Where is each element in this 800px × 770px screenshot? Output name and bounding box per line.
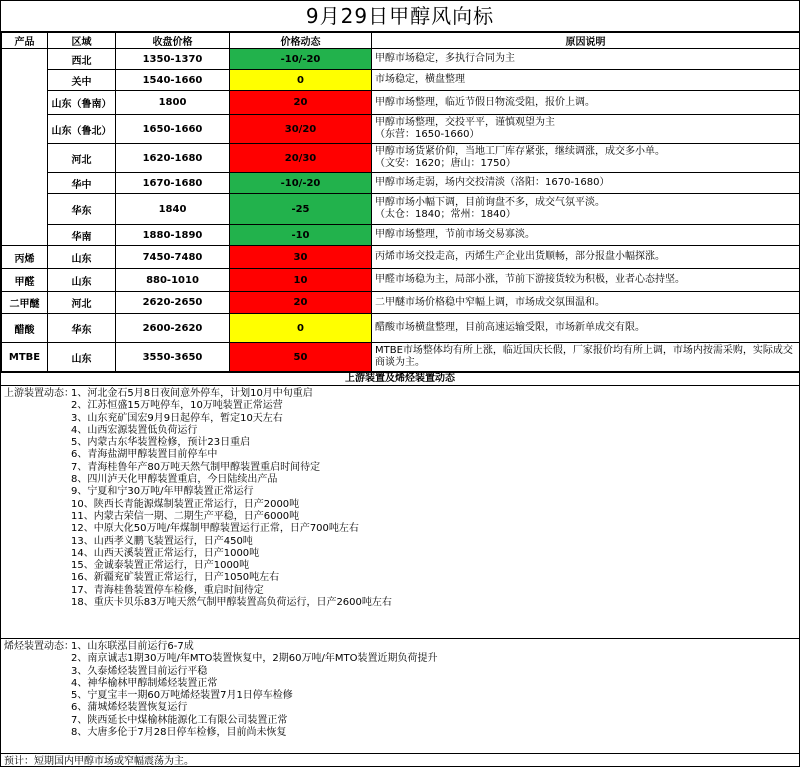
region-cell: 华东 xyxy=(48,194,116,225)
price-cell: 1840 xyxy=(116,194,230,225)
region-cell: 河北 xyxy=(48,144,116,173)
table-row xyxy=(2,173,800,194)
price-cell: 1650-1660 xyxy=(116,115,230,144)
reason-cell xyxy=(372,269,800,292)
price-cell: 880-1010 xyxy=(116,269,230,292)
list-text: 16、新疆兖矿装置正常运行，日产1050吨左右 xyxy=(71,572,280,584)
list-text: 8、大唐多伦于7月28日停车检修，目前尚未恢复 xyxy=(71,727,287,739)
reason-cell xyxy=(372,225,800,246)
list-item xyxy=(4,425,796,437)
list-text: 10、陕西长青能源煤制装置正常运行，日产2000吨 xyxy=(71,498,300,510)
trend-cell: -10/-20 xyxy=(230,49,372,70)
price-cell: 1670-1680 xyxy=(116,173,230,194)
reason-line: 甲醛市场稳为主，局部小涨，节前下游接货较为积极，业者心态持坚。 xyxy=(375,274,685,285)
price-cell: 1800 xyxy=(116,91,230,115)
list-item xyxy=(4,585,796,597)
table-row xyxy=(2,314,800,343)
reason-line: 甲醇市场整理，临近节假日物流受阻，报价上调。 xyxy=(375,96,595,108)
list-item xyxy=(4,400,796,412)
list-item xyxy=(4,653,796,665)
price-cell: 2620-2650 xyxy=(116,292,230,314)
price-cell: 3550-3650 xyxy=(116,343,230,372)
list-text: 14、山西天溪装置正常运行，日产1000吨 xyxy=(71,547,260,559)
list-text: 17、青海桂鲁装置停车检修，重启时间待定 xyxy=(71,584,264,596)
header-product: 产品 xyxy=(2,33,48,49)
trend-cell: 20 xyxy=(230,91,372,115)
trend-cell: 10 xyxy=(230,269,372,292)
price-cell: 1620-1680 xyxy=(116,144,230,173)
region-cell: 山东（鲁南） xyxy=(48,91,116,115)
list-text: 9、宁夏和宁30万吨/年甲醇装置正常运行 xyxy=(71,486,254,498)
reason-line: 醋酸市场横盘整理，目前高速运输受限，市场新单成交有限。 xyxy=(375,322,645,333)
list-label: 烯烃装置动态： xyxy=(4,641,74,652)
trend-cell: 0 xyxy=(230,314,372,343)
table-row xyxy=(2,49,800,70)
list-text: 6、蒲城烯烃装置恢复运行 xyxy=(71,702,188,714)
region-cell: 山东（鲁北） xyxy=(48,115,116,144)
product-cell xyxy=(2,49,48,246)
list-item xyxy=(4,702,796,714)
page-title: 9月29日甲醇风向标 xyxy=(1,1,799,32)
reason-line: 甲醇市场小幅下调，目前询盘不多，成交气氛平淡。 xyxy=(375,197,605,208)
list-item xyxy=(4,523,796,535)
list-item xyxy=(4,641,796,653)
list-item xyxy=(4,388,796,400)
list-text: 4、神华榆林甲醇制烯烃装置正常 xyxy=(71,677,218,689)
price-cell: 1350-1370 xyxy=(116,49,230,70)
reason-cell xyxy=(372,194,800,225)
list-item xyxy=(4,536,796,548)
reason-line: 甲醇市场走弱，场内交投清淡（洛阳：1670-1680） xyxy=(375,177,610,188)
list-item xyxy=(4,449,796,461)
product-cell: 二甲醚 xyxy=(2,292,48,314)
list-text: 3、山东兖矿国宏9月9日起停车，暂定10天左右 xyxy=(71,412,283,424)
list-text: 8、四川泸天化甲醇装置重启，今日陆续出产品 xyxy=(71,474,278,486)
trend-cell: 30/20 xyxy=(230,115,372,144)
price-table xyxy=(1,32,800,372)
header-price: 收盘价格 xyxy=(116,33,230,49)
list-item xyxy=(4,690,796,702)
reason-cell xyxy=(372,246,800,269)
price-cell: 1540-1660 xyxy=(116,70,230,91)
list-text: 7、陕西延长中煤榆林能源化工有限公司装置正常 xyxy=(71,714,288,726)
list-text: 3、久泰烯烃装置目前运行平稳 xyxy=(71,665,208,677)
product-cell: 醋酸 xyxy=(2,314,48,343)
trend-cell: -10 xyxy=(230,225,372,246)
product-cell: MTBE xyxy=(2,343,48,372)
reason-cell xyxy=(372,144,800,173)
reason-line: 甲醇市场货紧价仰，当地工厂库存紧张，继续调涨，成交多小单。 xyxy=(375,146,665,157)
list-text: 7、青海桂鲁年产80万吨天然气制甲醇装置重启时间待定 xyxy=(71,461,321,473)
table-row xyxy=(2,292,800,314)
list-text: 5、内蒙古东华装置检修，预计23日重启 xyxy=(71,437,251,449)
reason-line: （文安：1620；唐山：1750） xyxy=(375,158,516,169)
list-text: 2、南京诚志1期30万吨/年MTO装置恢复中，2期60万吨/年MTO装置近期负荷提升 xyxy=(71,653,438,665)
product-cell: 甲醛 xyxy=(2,269,48,292)
reason-line: 丙烯市场交投走高，丙烯生产企业出货顺畅，部分报盘小幅探涨。 xyxy=(375,251,665,262)
table-row xyxy=(2,194,800,225)
table-row xyxy=(2,115,800,144)
trend-cell: -10/-20 xyxy=(230,173,372,194)
list-text: 4、山西宏源装置低负荷运行 xyxy=(71,424,198,436)
list-item xyxy=(4,548,796,560)
list-item xyxy=(4,560,796,572)
reason-cell xyxy=(372,292,800,314)
trend-cell: 0 xyxy=(230,70,372,91)
region-cell: 华中 xyxy=(48,173,116,194)
table-header-row xyxy=(2,33,800,49)
list-item xyxy=(4,572,796,584)
price-cell: 7450-7480 xyxy=(116,246,230,269)
olefin-dynamics xyxy=(1,639,799,754)
reason-cell xyxy=(372,173,800,194)
table-row xyxy=(2,91,800,115)
list-item xyxy=(4,437,796,449)
reason-line: 甲醇市场整理，节前市场交易寡淡。 xyxy=(375,229,535,240)
region-cell: 山东 xyxy=(48,269,116,292)
table-row xyxy=(2,225,800,246)
list-text: 1、河北金石5月8日夜间意外停车，计划10月中旬重启 xyxy=(71,388,313,399)
region-cell: 山东 xyxy=(48,343,116,372)
reason-line: 市场稳定，横盘整理 xyxy=(375,74,465,85)
list-label: 上游装置动态： xyxy=(4,388,74,399)
list-text: 5、宁夏宝丰一期60万吨烯烃装置7月1日停车检修 xyxy=(71,690,293,702)
reason-cell xyxy=(372,70,800,91)
list-text: 18、重庆卡贝乐83万吨天然气制甲醇装置高负荷运行，日产2600吨左右 xyxy=(71,597,392,609)
trend-cell: 30 xyxy=(230,246,372,269)
forecast-text: 预计：短期国内甲醇市场或窄幅震荡为主。 xyxy=(4,756,194,767)
header-reason: 原因说明 xyxy=(372,33,800,49)
table-row xyxy=(2,269,800,292)
product-cell: 丙烯 xyxy=(2,246,48,269)
list-item xyxy=(4,499,796,511)
reason-line: 甲醇市场整理，交投平平，谨慎观望为主 xyxy=(375,117,555,128)
list-item xyxy=(4,474,796,486)
header-trend: 价格动态 xyxy=(230,33,372,49)
list-text: 2、江苏恒盛15万吨停车，10万吨装置正常运营 xyxy=(71,400,283,412)
region-cell: 山东 xyxy=(48,246,116,269)
reason-cell xyxy=(372,49,800,70)
list-item xyxy=(4,511,796,523)
table-row xyxy=(2,70,800,91)
reason-line: 二甲醚市场价格稳中窄幅上调，市场成交氛围温和。 xyxy=(375,296,605,308)
list-text: 11、内蒙古荣信一期、二期生产平稳，日产6000吨 xyxy=(71,510,300,522)
price-cell: 2600-2620 xyxy=(116,314,230,343)
list-text: 6、青海盐湖甲醇装置目前停车中 xyxy=(71,449,218,461)
trend-cell: 20/30 xyxy=(230,144,372,173)
reason-cell xyxy=(372,91,800,115)
reason-cell xyxy=(372,314,800,343)
list-text: 1、山东联泓目前运行6-7成 xyxy=(71,641,194,652)
reason-line: 甲醇市场稳定，多执行合同为主 xyxy=(375,53,515,64)
region-cell: 华东 xyxy=(48,314,116,343)
reason-line: （太仓：1840；常州：1840） xyxy=(375,209,516,220)
list-item xyxy=(4,727,796,739)
list-item xyxy=(4,413,796,425)
region-cell: 关中 xyxy=(48,70,116,91)
list-text: 15、金诚泰装置正常运行，日产1000吨 xyxy=(71,560,250,572)
list-item xyxy=(4,462,796,474)
list-item xyxy=(4,597,796,609)
region-cell: 西北 xyxy=(48,49,116,70)
table-row xyxy=(2,144,800,173)
reason-cell xyxy=(372,115,800,144)
list-text: 12、中原大化50万吨/年煤制甲醇装置运行正常，日产700吨左右 xyxy=(71,523,359,535)
reason-line: MTBE市场整体均有所上涨，临近国庆长假，厂家报价均有所上调，市场内按需采购，实际成交商谈为主。 xyxy=(375,345,793,368)
table-body xyxy=(2,49,800,372)
list-item xyxy=(4,666,796,678)
reason-line: （东营：1650-1660） xyxy=(375,129,480,140)
list-item xyxy=(4,486,796,498)
header-region: 区域 xyxy=(48,33,116,49)
price-cell: 1880-1890 xyxy=(116,225,230,246)
table-row xyxy=(2,246,800,269)
list-text: 13、山西孝义鹏飞装置运行，日产450吨 xyxy=(71,535,253,547)
trend-cell: -25 xyxy=(230,194,372,225)
region-cell: 河北 xyxy=(48,292,116,314)
trend-cell: 50 xyxy=(230,343,372,372)
upstream-dynamics xyxy=(1,386,799,639)
trend-cell: 20 xyxy=(230,292,372,314)
region-cell: 华南 xyxy=(48,225,116,246)
list-item xyxy=(4,715,796,727)
reason-cell xyxy=(372,343,800,372)
section-title: 上游装置及烯烃装置动态 xyxy=(1,372,799,386)
table-row xyxy=(2,343,800,372)
list-item xyxy=(4,678,796,690)
